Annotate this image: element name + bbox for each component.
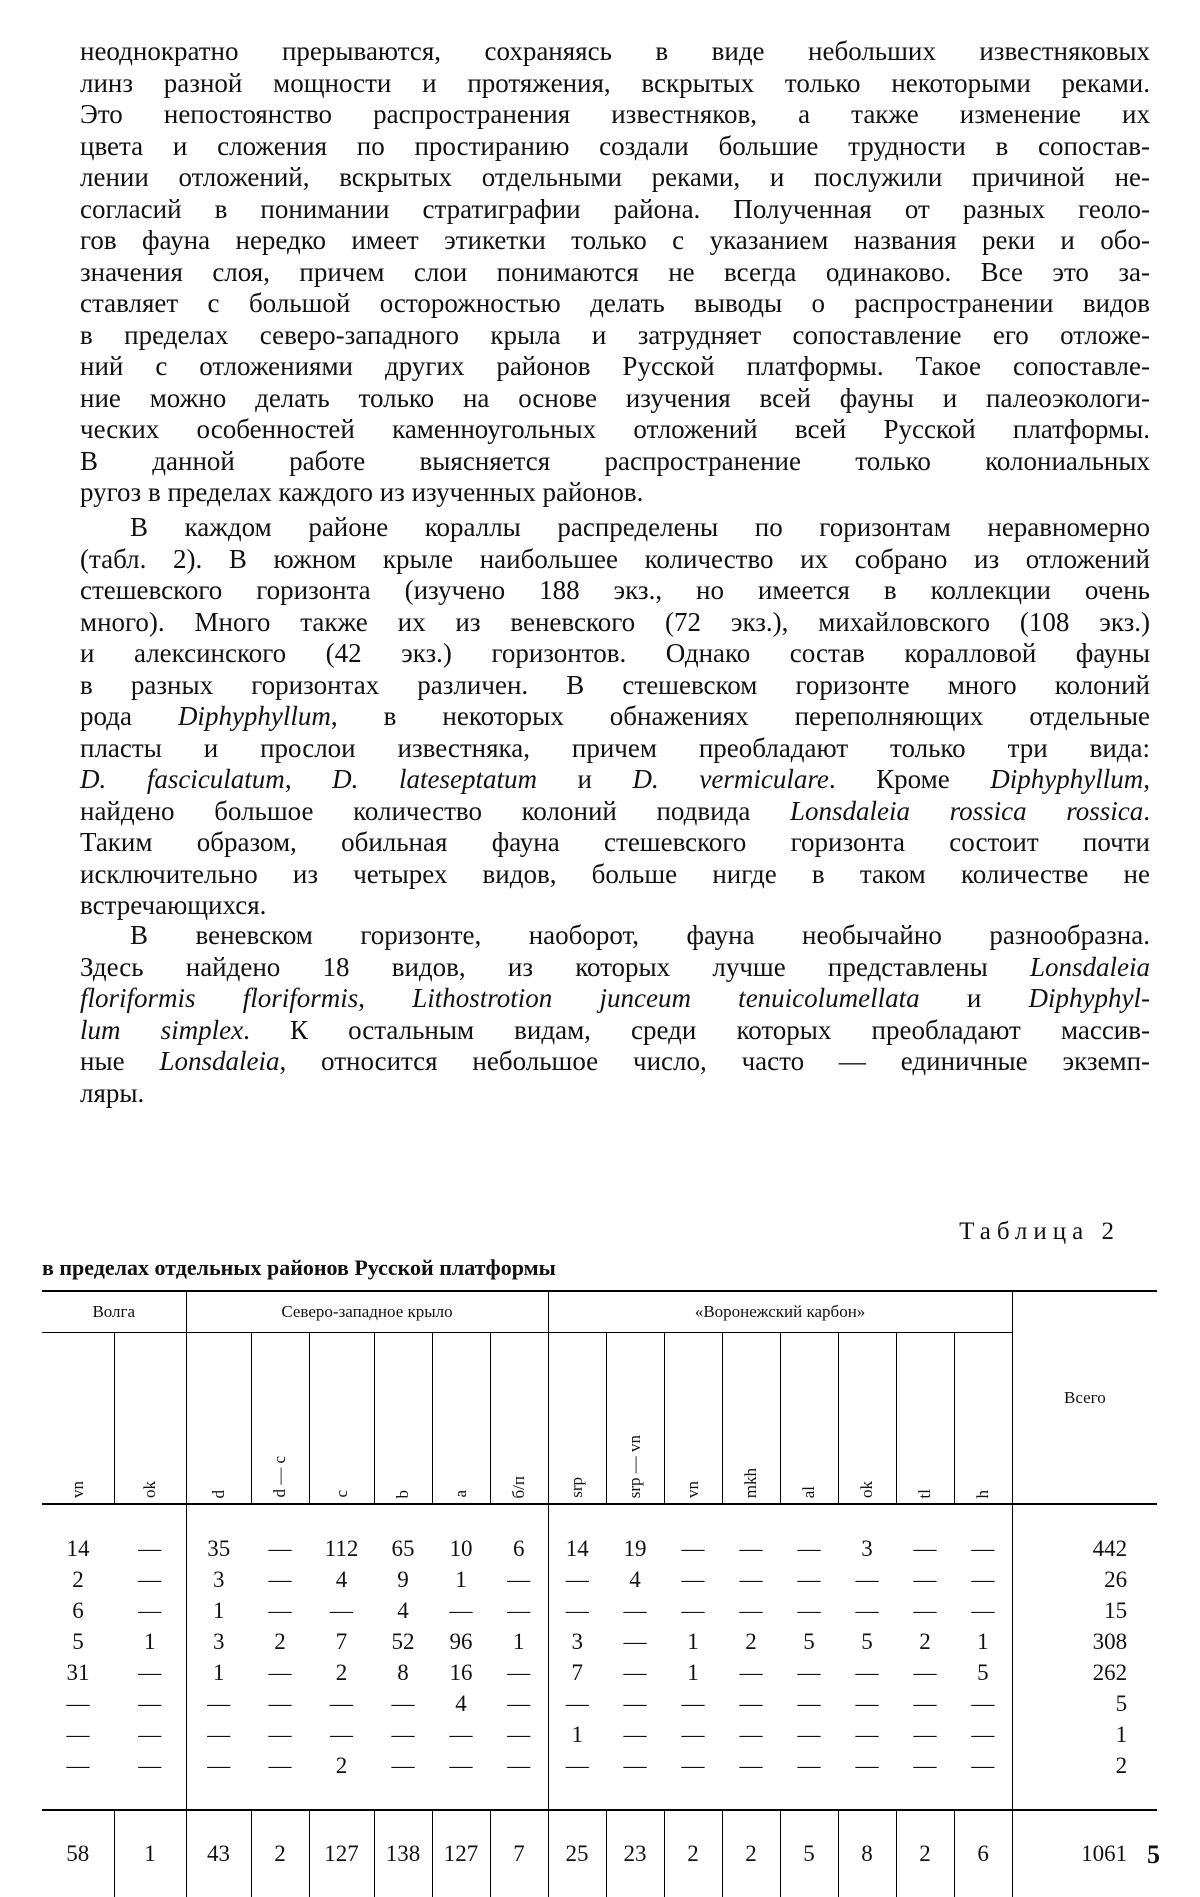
- text-line: ние можно делать только на основе изучения всей фауны и палеоэкологи-: [80, 382, 1150, 413]
- total-header: Всего: [1012, 1291, 1157, 1504]
- table-cell: —: [507, 1721, 531, 1747]
- table-row: [42, 1595, 1157, 1626]
- table-cell: —: [623, 1690, 647, 1716]
- total-cell: 2: [896, 1810, 954, 1897]
- text-line: исключительно из четырех видов, больше нигде в таком количестве не: [80, 858, 1150, 889]
- page-number: 5: [1147, 1840, 1160, 1869]
- table-cell: —: [797, 1535, 821, 1561]
- table-cell: —: [268, 1566, 292, 1592]
- table-cell: 4: [629, 1566, 641, 1592]
- table-cell: 3: [186, 1564, 251, 1595]
- table-cell: 52: [391, 1628, 415, 1654]
- text-line: ляры.: [80, 1077, 145, 1108]
- table-cell: 5: [977, 1659, 989, 1685]
- table-cell: —: [268, 1535, 292, 1561]
- table-cell: —: [623, 1659, 647, 1685]
- table-cell: 4: [335, 1566, 348, 1592]
- column-header: vn: [664, 1333, 722, 1505]
- text-line: найдено большое количество колоний подвида Lonsdaleia rossica rossica.: [80, 795, 1150, 826]
- table-cell: 1: [455, 1566, 467, 1592]
- text-line: неоднократно прерываются, сохраняясь в виде небольших известняковых: [80, 36, 1150, 66]
- total-cell: 2: [722, 1810, 780, 1897]
- table-cell: —: [507, 1566, 531, 1592]
- table-cell: 9: [397, 1566, 409, 1592]
- table-row: [42, 1688, 1157, 1719]
- table-cell: —: [66, 1690, 90, 1716]
- table-cell: —: [268, 1690, 292, 1716]
- table-subtitle: в пределах отдельных районов Русской платформы: [42, 1255, 556, 1280]
- table-cell: 1: [687, 1628, 699, 1654]
- table-cell: —: [971, 1535, 995, 1561]
- table-cell: —: [681, 1535, 705, 1561]
- total-cell: 127: [309, 1810, 374, 1897]
- table-cell: 442: [1012, 1504, 1157, 1564]
- table-cell: —: [739, 1721, 763, 1747]
- table-cell: —: [391, 1721, 415, 1747]
- table-cell: —: [623, 1721, 647, 1747]
- table-cell: 3: [861, 1535, 873, 1561]
- table-cell: —: [681, 1721, 705, 1747]
- column-header: mkh: [722, 1333, 780, 1505]
- table-cell: 14: [548, 1504, 606, 1564]
- table-cell: 2: [1012, 1750, 1157, 1810]
- table-cell: 1: [186, 1595, 251, 1626]
- total-cell: 138: [374, 1810, 432, 1897]
- table-cell: 1: [977, 1628, 989, 1654]
- table-cell: —: [739, 1566, 763, 1592]
- table-cell: 8: [397, 1659, 409, 1685]
- table-cell: —: [855, 1752, 879, 1778]
- table-cell: —: [913, 1535, 937, 1561]
- text-line: ний с отложениями других районов Русской платформы. Такое сопоставле-: [80, 351, 1150, 381]
- text-line: D. fasciculatum, D. lateseptatum и D. vermiculare. Кроме Diphyphyllum,: [80, 764, 1151, 794]
- total-cell: 2: [251, 1810, 309, 1897]
- table-cell: —: [855, 1690, 879, 1716]
- table-cell: —: [268, 1721, 292, 1747]
- table-cell: —: [138, 1535, 162, 1561]
- table-cell: —: [138, 1690, 162, 1716]
- text-line: линз разной мощности и протяжения, вскрытых только некоторыми реками.: [80, 67, 1150, 98]
- table-cell: 15: [1012, 1595, 1157, 1626]
- table-cell: —: [268, 1752, 292, 1778]
- column-header: vn: [42, 1333, 114, 1505]
- column-header: h: [954, 1333, 1012, 1505]
- table-cell: —: [186, 1750, 251, 1810]
- text-line: Таким образом, обильная фауна стешевского горизонта состоит почти: [80, 827, 1150, 857]
- text-line: В данной работе выясняется распространение только колониальных: [80, 445, 1150, 476]
- table-cell: 4: [455, 1690, 467, 1716]
- table-cell: 5: [72, 1628, 84, 1654]
- column-header: d: [186, 1333, 251, 1505]
- table-cell: —: [138, 1597, 162, 1623]
- text-line: стешевского горизонта (изучено 188 экз., но имеется в коллекции очень: [80, 575, 1150, 605]
- table-cell: —: [186, 1688, 251, 1719]
- table-cell: —: [507, 1690, 531, 1716]
- text-line: В веневском горизонте, наоборот, фауна необычайно разнообразна.: [130, 920, 1150, 950]
- table-cell: 7: [548, 1657, 606, 1688]
- table-cell: 5: [1012, 1688, 1157, 1719]
- table-cell: —: [913, 1752, 937, 1778]
- text-line: в пределах северо-западного крыла и затрудняет сопоставление его отложе-: [80, 319, 1150, 350]
- table-cell: 96: [449, 1628, 473, 1654]
- table-cell: 2: [72, 1566, 84, 1592]
- table-cell: —: [739, 1597, 763, 1623]
- table-cell: 6: [72, 1597, 84, 1623]
- column-header: ok: [114, 1333, 186, 1505]
- table-cell: —: [268, 1597, 292, 1623]
- table-cell: —: [623, 1752, 647, 1778]
- text-line: лении отложений, вскрытых отдельными реками, и послужили причиной не-: [80, 162, 1150, 192]
- total-cell: 7: [490, 1810, 548, 1897]
- table-cell: 1: [1012, 1719, 1157, 1750]
- table-cell: 65: [391, 1535, 415, 1561]
- total-cell: 23: [606, 1810, 664, 1897]
- table-cell: —: [971, 1597, 995, 1623]
- table-cell: —: [507, 1597, 531, 1623]
- table-cell: 5: [861, 1628, 873, 1654]
- table-cell: 16: [449, 1659, 473, 1685]
- table-cell: —: [449, 1721, 473, 1747]
- table-cell: 19: [623, 1535, 647, 1561]
- table-cell: —: [739, 1690, 763, 1716]
- table-row: [42, 1657, 1157, 1688]
- table-cell: 7: [335, 1628, 348, 1654]
- table-cell: 2: [919, 1628, 931, 1654]
- table-cell: —: [681, 1597, 705, 1623]
- table-cell: 262: [1012, 1657, 1157, 1688]
- table-cell: —: [971, 1752, 995, 1778]
- text-line: значения слоя, причем слои понимаются не всегда одинаково. Все это за-: [80, 256, 1150, 287]
- table-cell: —: [797, 1597, 821, 1623]
- table-cell: —: [548, 1564, 606, 1595]
- table-cell: —: [971, 1690, 995, 1716]
- group-header-nw: Северо-западное крыло: [186, 1291, 548, 1333]
- table-label: Таблица 2: [959, 1218, 1120, 1245]
- paragraph-3: [80, 920, 1150, 1109]
- group-header-volga: Волга: [42, 1291, 186, 1333]
- text-line: гов фауна нередко имеет этикетки только с указанием названия реки и обо-: [80, 225, 1150, 255]
- table-cell: 308: [1012, 1626, 1157, 1657]
- paragraph-2: [80, 512, 1150, 922]
- table-row: [42, 1504, 1157, 1564]
- text-line: В каждом районе кораллы распределены по горизонтам неравномерно: [130, 512, 1150, 542]
- table-cell: —: [391, 1690, 415, 1716]
- table-cell: —: [138, 1721, 162, 1747]
- table-cell: 6: [513, 1535, 525, 1561]
- table-cell: —: [391, 1752, 415, 1778]
- table-cell: —: [449, 1752, 473, 1778]
- table-cell: —: [330, 1690, 353, 1716]
- text-line: Это непостоянство распространения известняков, а также изменение их: [80, 99, 1150, 129]
- table-cell: —: [797, 1659, 821, 1685]
- table-cell: —: [855, 1566, 879, 1592]
- column-header: srp: [548, 1333, 606, 1505]
- table-cell: —: [855, 1721, 879, 1747]
- table-cell: 1: [186, 1657, 251, 1688]
- table-cell: 1: [548, 1719, 606, 1750]
- column-header: srp — vn: [606, 1333, 664, 1505]
- text-line: в разных горизонтах различен. В стешевском горизонте много колоний: [80, 669, 1150, 700]
- table-row: [42, 1564, 1157, 1595]
- table-cell: 1: [144, 1628, 156, 1654]
- table-cell: 3: [186, 1626, 251, 1657]
- column-header: ok: [838, 1333, 896, 1505]
- total-cell: 58: [42, 1810, 114, 1897]
- table-cell: —: [623, 1597, 647, 1623]
- table-cell: —: [138, 1566, 162, 1592]
- table-cell: 1: [687, 1659, 699, 1685]
- table-cell: —: [507, 1752, 531, 1778]
- column-header: al: [780, 1333, 838, 1505]
- table-cell: —: [855, 1659, 879, 1685]
- total-cell: 6: [954, 1810, 1012, 1897]
- total-cell: 1061: [1012, 1810, 1157, 1897]
- total-cell: 1: [114, 1810, 186, 1897]
- table-row: [42, 1719, 1157, 1750]
- table-cell: —: [548, 1595, 606, 1626]
- table-cell: —: [681, 1752, 705, 1778]
- table-cell: 2: [274, 1628, 286, 1654]
- text-line: рода Diphyphyllum, в некоторых обнажениях переполняющих отдельные: [80, 701, 1150, 731]
- text-line: встречающихся.: [80, 890, 267, 920]
- text-line: Здесь найдено 18 видов, из которых лучше представлены Lonsdaleia: [80, 951, 1150, 982]
- table-cell: —: [855, 1597, 879, 1623]
- table-cell: 1: [513, 1628, 525, 1654]
- text-line: ческих особенностей каменноугольных отложений всей Русской платформы.: [80, 414, 1150, 444]
- table-cell: 14: [66, 1535, 90, 1561]
- column-header: d — c: [251, 1333, 309, 1505]
- total-cell: 8: [838, 1810, 896, 1897]
- column-header: b: [374, 1333, 432, 1505]
- table-cell: —: [268, 1659, 292, 1685]
- table-cell: —: [66, 1721, 90, 1747]
- table-cell: —: [797, 1566, 821, 1592]
- column-header: c: [309, 1333, 374, 1505]
- table-cell: —: [913, 1597, 937, 1623]
- paragraph-1: [80, 36, 1150, 509]
- table-cell: 3: [548, 1626, 606, 1657]
- table-cell: —: [623, 1628, 647, 1654]
- total-cell: 43: [186, 1810, 251, 1897]
- table-cell: —: [330, 1597, 353, 1623]
- text-line: floriformis floriformis, Lithostrotion junceum tenuicolumellata и Diphyphyl-: [80, 983, 1151, 1013]
- text-line: пласты и прослои известняка, причем преобладают только три вида:: [80, 732, 1150, 763]
- total-cell: 5: [780, 1810, 838, 1897]
- table-cell: —: [971, 1566, 995, 1592]
- total-cell: 127: [432, 1810, 490, 1897]
- column-header: a: [432, 1333, 490, 1505]
- table-cell: —: [66, 1752, 90, 1778]
- table-cell: 31: [66, 1659, 90, 1685]
- text-line: (табл. 2). В южном крыле наибольшее количество их собрано из отложений: [80, 543, 1150, 574]
- table-row: [42, 1750, 1157, 1810]
- total-cell: 25: [548, 1810, 606, 1897]
- table-cell: —: [330, 1721, 353, 1747]
- text-line: lum simplex. К остальным видам, среди которых преобладают массив-: [80, 1014, 1150, 1045]
- table-cell: —: [797, 1721, 821, 1747]
- table-cell: —: [739, 1752, 763, 1778]
- table-cell: —: [186, 1719, 251, 1750]
- table-cell: —: [548, 1750, 606, 1810]
- text-line: много). Много также их из веневского (72 экз.), михайловского (108 экз.): [80, 606, 1150, 637]
- text-line: цвета и сложения по простиранию создали большие трудности в сопостав-: [80, 130, 1150, 161]
- table-cell: —: [681, 1566, 705, 1592]
- table-cell: —: [797, 1690, 821, 1716]
- text-line: и алексинского (42 экз.) горизонтов. Однако состав коралловой фауны: [80, 638, 1150, 668]
- table-cell: —: [913, 1566, 937, 1592]
- table-cell: —: [548, 1688, 606, 1719]
- table-cell: —: [913, 1690, 937, 1716]
- total-cell: 2: [664, 1810, 722, 1897]
- table-cell: 2: [745, 1628, 757, 1654]
- text-line: ставляет с большой осторожностью делать выводы о распространении видов: [80, 288, 1150, 318]
- table-cell: —: [971, 1721, 995, 1747]
- table-cell: —: [681, 1690, 705, 1716]
- distribution-table: [42, 1290, 1157, 1897]
- table-cell: —: [739, 1659, 763, 1685]
- table-row: [42, 1626, 1157, 1657]
- table-cell: —: [138, 1752, 162, 1778]
- column-header: tl: [896, 1333, 954, 1505]
- table-cell: —: [797, 1752, 821, 1778]
- table-cell: —: [739, 1535, 763, 1561]
- totals-row: [42, 1810, 1157, 1897]
- column-header: б/п: [490, 1333, 548, 1505]
- table-cell: 2: [335, 1659, 348, 1685]
- text-line: согласий в понимании стратиграфии района. Полученная от разных геоло-: [80, 193, 1150, 224]
- table-cell: —: [507, 1659, 531, 1685]
- table-cell: 35: [186, 1504, 251, 1564]
- group-header-voronezh: «Воронежский карбон»: [548, 1291, 1012, 1333]
- table-cell: 10: [449, 1535, 473, 1561]
- table-cell: —: [138, 1659, 162, 1685]
- text-line: ругоз в пределах каждого из изученных районов.: [80, 477, 644, 507]
- text-line: ные Lonsdaleia, относится небольшое число, часто — единичные экземп-: [80, 1046, 1151, 1076]
- table-cell: 5: [803, 1628, 815, 1654]
- table-cell: —: [913, 1659, 937, 1685]
- table-cell: 26: [1012, 1564, 1157, 1595]
- table-cell: —: [449, 1597, 473, 1623]
- table-cell: 4: [397, 1597, 409, 1623]
- table-cell: —: [913, 1721, 937, 1747]
- table-cell: 2: [335, 1752, 348, 1778]
- table-cell: 112: [324, 1535, 359, 1561]
